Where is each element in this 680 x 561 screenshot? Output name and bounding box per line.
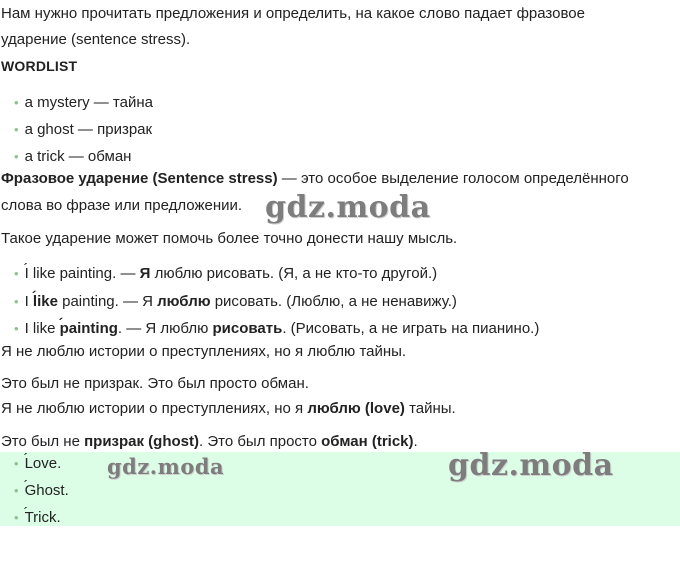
watermark: gdz.moda [265,190,431,225]
example-item-3: • I like ´ painting. — Я люблю рисовать. (Рисовать, а не играть на пианино.) [14,319,539,339]
bullet-icon: • [14,122,19,137]
answer-item-2: •´ Ghost. [14,481,69,501]
sentence-4-stressed: Это был не призрак (ghost). Это был просто обман (trick). [1,433,418,450]
definition-line-2: слова во фразе или предложении. [1,197,243,214]
sentence-2: Это был не призрак. Это был просто обман. [1,375,309,392]
example-item-1: •´ I like painting. — Я люблю рисовать. (Я, а не кто-то другой.) [14,264,437,284]
sentence-1: Я не люблю истории о преступлениях, но я люблю тайны. [1,343,407,360]
sentence-3-stressed: Я не люблю истории о преступлениях, но я люблю (love) тайны. [1,400,456,417]
bullet-icon: • [14,266,19,281]
wordlist-heading: WORDLIST [1,58,78,74]
intro-line-2: ударение (sentence stress). [1,31,191,48]
bullet-icon: • [14,456,19,471]
list-item: • a ghost — призрак [14,121,153,138]
list-item: • a mystery — тайна [14,94,153,111]
intro-line-1: Нам нужно прочитать предложения и определить, на какое слово падает фразовое [1,5,585,22]
bullet-icon: • [14,483,19,498]
definition-term: Фразовое ударение (Sentence stress) [1,170,278,187]
example-item-2: • I ´ like painting. — Я люблю рисовать. (Люблю, а не ненавижу.) [14,292,457,312]
bullet-icon: • [14,294,19,309]
definition-line-3: Такое ударение может помочь более точно донести нашу мысль. [1,230,458,247]
bullet-icon: • [14,321,19,336]
list-item: • a trick — обман [14,148,132,165]
watermark: gdz.moda [448,448,614,483]
bullet-icon: • [14,510,19,525]
watermark: gdz.moda [107,454,225,479]
bullet-icon: • [14,149,19,164]
answer-item-1: •´ Love. [14,454,61,474]
answer-item-3: •´ Trick. [14,508,61,528]
bullet-icon: • [14,95,19,110]
definition-line-1: Фразовое ударение (Sentence stress) — это особое выделение голосом определённого [1,170,629,187]
